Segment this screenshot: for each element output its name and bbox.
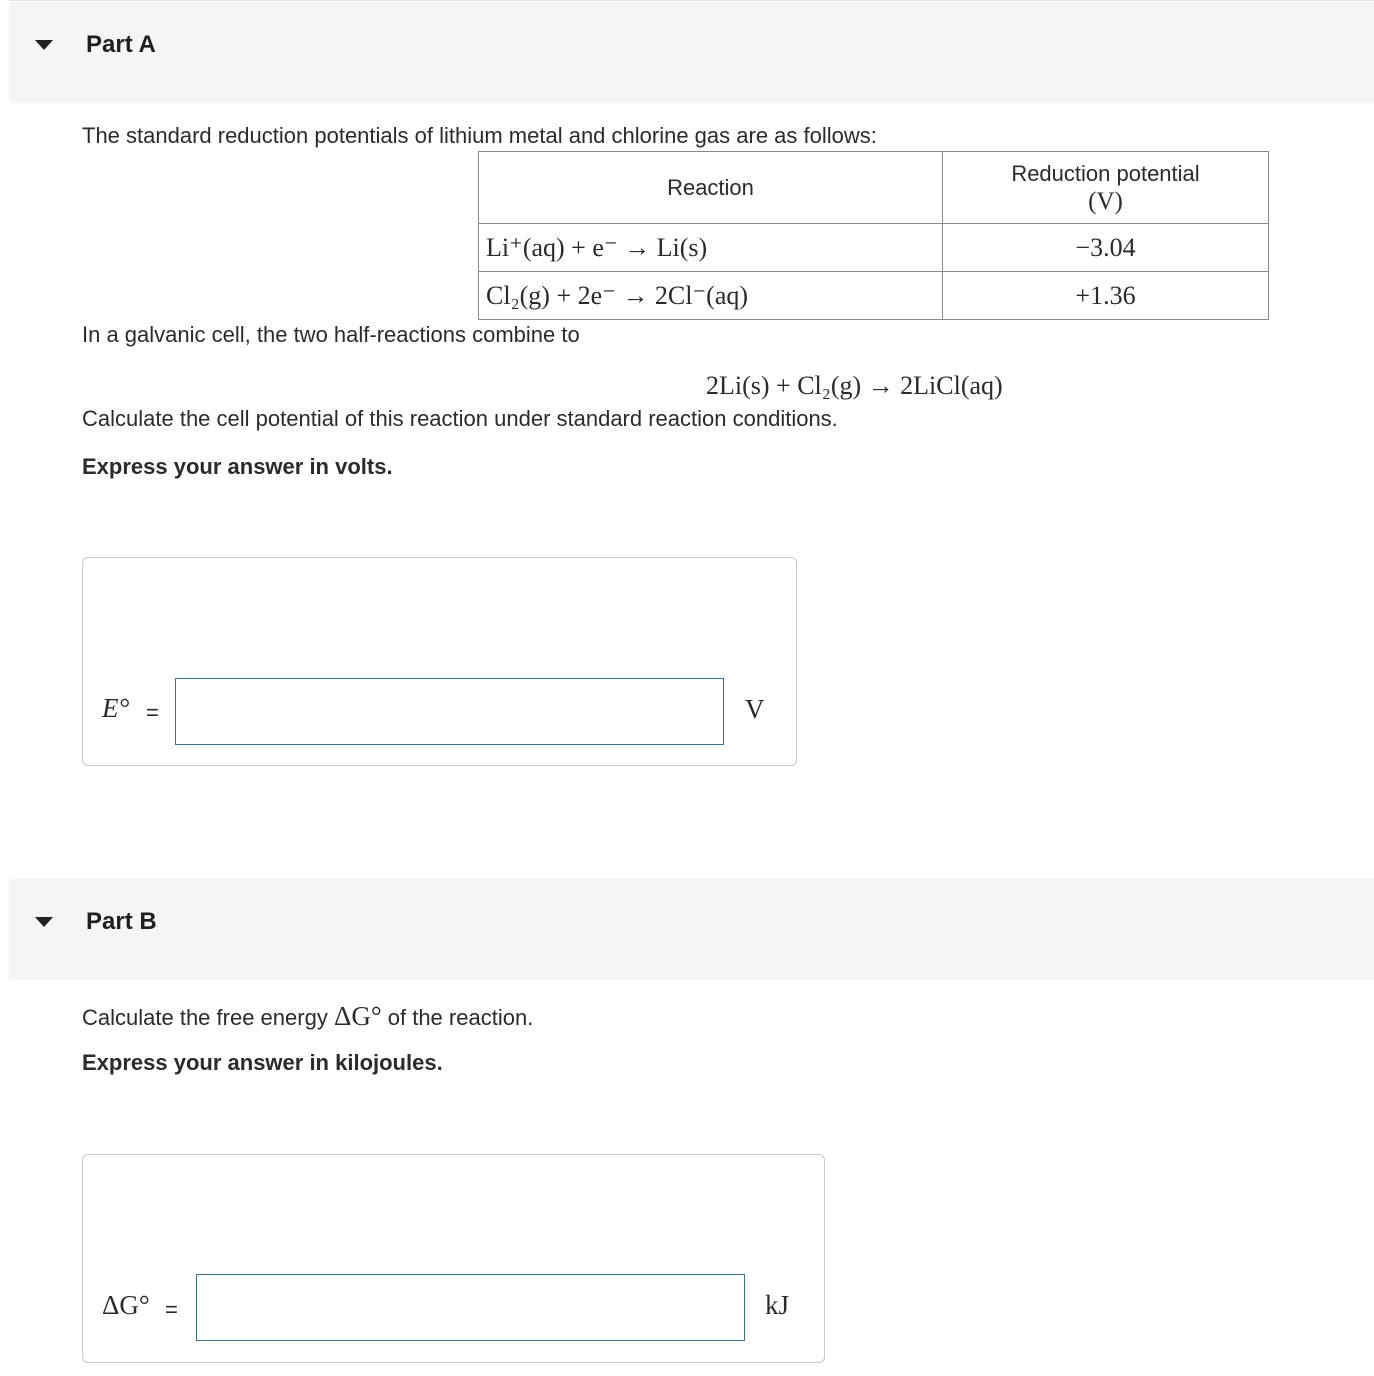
table-row — [479, 272, 1269, 320]
top-divider — [9, 0, 1374, 1]
reaction-chlorine: Cl₂(g) + 2e⁻ → 2Cl⁻(aq) — [479, 272, 943, 320]
part-a-header[interactable] — [9, 2, 1374, 103]
part-b-header[interactable] — [9, 879, 1374, 980]
table-header-row — [479, 152, 1269, 224]
header-potential-unit: (V) — [1088, 187, 1123, 215]
part-b-title: Part B — [86, 908, 157, 935]
equals-sign: = — [165, 1297, 178, 1322]
galvanic-text: In a galvanic cell, the two half-reactions combine to — [82, 322, 580, 347]
reaction-lithium: Li⁺(aq) + e⁻ → Li(s) — [479, 224, 943, 272]
collapse-caret-icon[interactable] — [35, 917, 53, 927]
part-a-intro: The standard reduction potentials of lithium metal and chlorine gas are as follows: — [82, 123, 877, 148]
header-reaction: Reaction — [479, 152, 943, 224]
kilojoules-unit: kJ — [765, 1290, 790, 1320]
free-energy-input[interactable] — [196, 1274, 745, 1341]
cell-potential-label: E° — [102, 693, 130, 723]
free-energy-symbol: ΔG° — [333, 1001, 382, 1031]
part-b-instruction: Express your answer in kilojoules. — [82, 1050, 443, 1075]
part-b-question — [82, 1001, 533, 1032]
overall-equation: 2Li(s) + Cl₂(g) → 2LiCl(aq) — [706, 371, 1003, 400]
volts-unit: V — [745, 694, 765, 724]
part-b-question-suffix: of the reaction. — [387, 1005, 534, 1030]
collapse-caret-icon[interactable] — [35, 40, 53, 50]
part-a-instruction: Express your answer in volts. — [82, 454, 393, 479]
part-a-question: Calculate the cell potential of this reaction under standard reaction conditions. — [82, 406, 838, 431]
header-potential — [943, 152, 1269, 224]
part-b-question-prefix: Calculate the free energy — [82, 1005, 328, 1030]
part-b-answer-panel — [82, 1154, 825, 1363]
potential-chlorine: +1.36 — [943, 272, 1269, 320]
table-row — [479, 224, 1269, 272]
part-a-answer-panel — [82, 557, 797, 766]
header-potential-line1: Reduction potential — [1011, 160, 1200, 186]
potential-lithium: −3.04 — [943, 224, 1269, 272]
cell-potential-input[interactable] — [175, 678, 724, 745]
reduction-potential-table — [478, 151, 1269, 320]
free-energy-label: ΔG° — [102, 1290, 150, 1320]
part-a-title: Part A — [86, 31, 156, 58]
equals-sign: = — [146, 700, 159, 725]
